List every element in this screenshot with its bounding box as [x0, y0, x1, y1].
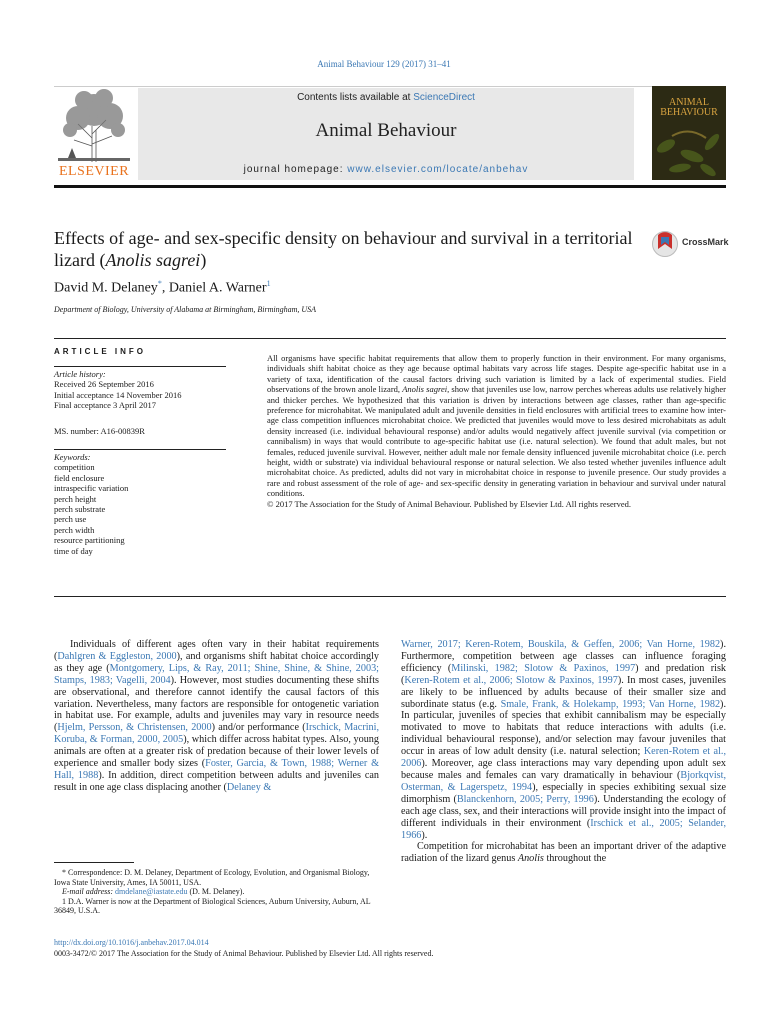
- keyword: competition: [54, 462, 95, 473]
- body-text: ). Understanding the ecology of each age class, sex, and their interactions will provide insight into the impact of different individuals in their environment (: [401, 793, 726, 829]
- abstract-text: , show that juveniles use low, narrow perches whereas adults use relatively higher and thicker perches. We hypothesized that this variation is driven by interactions between age classes, rather than age-specific preference for microhabitat. We manipulated adult and juvenile densities in field enclosures with artificial trees to examine how inter-age class competition influences microhabitat choice. We predicted that juveniles would move to less desired microhabitats as adult density increased (i.e. individual behavioural response) and/or adults would negatively affect juvenile survival (via competition or cannibalism) in ways that would contribute to age-specific habitat use (i.e. natural selection). We found that adult males, but not females, reduced juvenile survival. However, neither adult male nor female density influenced juvenile microhabitat choice (i.e. perch height, width or substrate) via individual behavioural response or natural selection. We also tested whether juveniles influence adult microhabitat choice. As predicted, adults did not vary in microhabitat choice in response to juvenile presence. Our study provides a rare and robust assessment of the role of age- and sex-specific density in generating variation in behaviour and survival under natural conditions.: [267, 384, 726, 499]
- body-text: ) and/or performance (: [211, 722, 306, 734]
- keyword: intraspecific variation: [54, 483, 129, 494]
- body-text: throughout the: [543, 853, 607, 865]
- reference-link[interactable]: Keren-Rotem et al., 2006: [401, 746, 726, 770]
- homepage-line: [138, 164, 634, 175]
- crossmark-icon: [652, 229, 678, 259]
- reference-link[interactable]: Delaney &: [226, 781, 272, 793]
- body-paragraph: [54, 639, 379, 794]
- history-label: Article history:: [54, 369, 106, 379]
- body-text: ), which differ across habitat types. Also, young animals are often at a greater risk of predation because of their lower levels of experience and smaller body sizes (: [54, 734, 379, 770]
- article-info-rule: [54, 366, 226, 367]
- abstract-species: Anolis sagrei: [402, 384, 448, 395]
- body-text: ). In addition, direct competition between adults and juveniles can result in one age class displacing another (: [54, 769, 379, 793]
- abstract-copyright: © 2017 The Association for the Study of Animal Behaviour. Published by Elsevier Ltd. All rights reserved.: [267, 498, 631, 509]
- keywords-list: [54, 452, 128, 556]
- body-text: Competition for microhabitat has been an important driver of the adaptive radiation of the lizard genus: [401, 841, 726, 865]
- contents-line: [138, 92, 634, 103]
- article-info-top-rule: [54, 338, 726, 339]
- article-info-heading: ARTICLE INFO: [54, 347, 146, 356]
- journal-homepage-link[interactable]: www.elsevier.com/locate/anbehav: [347, 164, 529, 175]
- journal-cover-image[interactable]: [652, 86, 726, 180]
- keyword: perch width: [54, 524, 95, 535]
- email-footnote: [54, 887, 379, 897]
- author-name[interactable]: Daniel A. Warner: [168, 280, 267, 296]
- initial-acceptance-date: Initial acceptance 14 November 2016: [54, 389, 182, 400]
- article-title: [54, 227, 644, 271]
- manuscript-number: MS. number: A16-00839R: [54, 426, 145, 436]
- keywords-rule: [54, 449, 226, 450]
- issn-copyright: 0003-3472/© 2017 The Association for the Study of Animal Behaviour. Published by Elsevier Ltd. All rights reserved.: [54, 949, 434, 958]
- journal-name: Animal Behaviour: [315, 120, 457, 141]
- elsevier-tree-icon: [54, 86, 134, 164]
- reference-link[interactable]: Hjelm, Persson, & Christensen, 2000: [57, 722, 212, 734]
- title-species: Anolis sagrei: [105, 250, 201, 270]
- reference-link[interactable]: Milinski, 1982; Slotow & Paxinos, 1997: [451, 662, 636, 674]
- doi-link[interactable]: http://dx.doi.org/10.1016/j.anbehav.2017.04.014: [54, 938, 209, 947]
- reference-link[interactable]: Keren-Rotem et al., 2006; Slotow & Paxinos, 1997: [404, 674, 618, 686]
- body-text: Individuals of different ages often vary in their habitat requirements (: [54, 639, 379, 662]
- cover-foliage-icon: [652, 86, 726, 180]
- homepage-prefix: journal homepage:: [243, 164, 348, 175]
- email-label: E-mail address:: [62, 887, 116, 897]
- correspondence-footnote: * Correspondence: D. M. Delaney, Department of Ecology, Evolution, and Organismal Biology, Iowa State University, Ames, IA 50011, USA.: [54, 868, 370, 887]
- contents-prefix: Contents lists available at: [297, 92, 414, 103]
- body-text: ).: [421, 829, 428, 841]
- body-text: ), and organisms shift habitat choice accordingly as they age (: [54, 650, 379, 674]
- body-column-right: [401, 639, 726, 865]
- header-bottom-rule: [54, 185, 726, 188]
- reference-link[interactable]: Irschick, Macrini, Koruba, & Forman, 2000, 2005: [54, 722, 380, 746]
- author-mark[interactable]: *: [157, 279, 162, 288]
- elsevier-logo[interactable]: [54, 86, 134, 182]
- body-text: ). In particular, juveniles of species that exhibit cannibalism may be especially motivated to move to habitats that reduce interactions with adults (i.e. individual behavioural response), and/or selection may favour juveniles that occur in areas of low adult density (i.e. natural selection;: [401, 698, 726, 758]
- journal-header-box: [138, 88, 634, 180]
- crossmark-label: CrossMark: [682, 237, 729, 247]
- body-text: ), especially in species exhibiting sexual size dimorphism (: [401, 781, 726, 805]
- genus-name: Anolis: [517, 853, 544, 865]
- article-history: [54, 369, 181, 411]
- email-name: (D. M. Delaney).: [187, 887, 245, 897]
- cover-title: ANIMAL BEHAVIOUR: [660, 97, 718, 118]
- footnote-rule: [54, 862, 134, 863]
- elsevier-wordmark: ELSEVIER: [58, 164, 130, 179]
- reference-link[interactable]: Irschick et al., 2005; Selander, 1966: [401, 817, 726, 841]
- keyword: perch use: [54, 514, 87, 525]
- reference-link[interactable]: Bjorkqvist, Osterman, & Lagerspetz, 1994: [401, 769, 726, 793]
- author-mark[interactable]: 1: [266, 279, 271, 288]
- keywords-label: Keywords:: [54, 452, 91, 462]
- journal-citation: Animal Behaviour 129 (2017) 31–41: [317, 59, 451, 69]
- reference-link[interactable]: Foster, Garcia, & Town, 1988; Werner & Hall, 1988: [54, 758, 379, 781]
- author-name[interactable]: David M. Delaney: [54, 280, 158, 296]
- reference-link[interactable]: Warner, 2017; Keren-Rotem, Bouskila, & Geffen, 2006; Van Horne, 1982: [401, 639, 721, 650]
- reference-link[interactable]: Montgomery, Lips, & Ray, 2011; Shine, Shine, & Shine, 2003; Stamps, 1983; Vagelli, 2004: [54, 662, 379, 686]
- body-text: ). Moreover, age class interactions may vary depending upon adult sex because males and females can vary dramatically in behaviour (: [401, 758, 726, 781]
- reference-link[interactable]: Dahlgren & Eggleston, 2000: [57, 650, 177, 662]
- keyword: perch substrate: [54, 504, 106, 515]
- sciencedirect-link[interactable]: ScienceDirect: [413, 92, 475, 103]
- author-note-footnote: 1 D.A. Warner is now at the Department of Biological Sciences, Auburn University, Auburn, AL 36849, U.S.A.: [54, 896, 371, 916]
- author-list: David M. Delaney*, Daniel A. Warner$^1$: [54, 279, 271, 296]
- title-end: ): [200, 250, 207, 270]
- body-column-left: [54, 639, 379, 794]
- body-paragraph: [401, 639, 726, 841]
- body-text: ). Furthermore, competition between age classes can influence foraging efficiency (: [401, 639, 726, 674]
- keyword: time of day: [54, 545, 93, 556]
- keyword: resource partitioning: [54, 535, 125, 546]
- crossmark-button[interactable]: [652, 229, 732, 259]
- reference-link[interactable]: Blanckenhorn, 2005; Perry, 1996: [456, 793, 594, 805]
- email-link[interactable]: dmdelane@iastate.edu: [115, 887, 188, 897]
- received-date: Received 26 September 2016: [54, 379, 154, 390]
- keyword: perch height: [54, 493, 97, 504]
- final-acceptance-date: Final acceptance 3 April 2017: [54, 400, 156, 411]
- body-text: ). In most cases, juveniles are likely to be influenced by adults because of their smaller size and subordinate status (e.g.: [401, 674, 726, 710]
- body-paragraph: [401, 841, 726, 865]
- body-text: ) and predation risk (: [401, 662, 727, 686]
- article-info-bottom-rule: [54, 596, 726, 597]
- keyword: field enclosure: [54, 472, 105, 483]
- abstract: [267, 353, 726, 509]
- abstract-text: All organisms have specific habitat requirements that allow them to properly function in their environment. For many organisms, individuals shift habitat choice as they age because optimal habitats vary across life stages. Despite age-specific habitat use in a variety of taxa, identification of the causal factors driving such variation is limited by a lack of experimental studies. Field observations of the brown anole lizard,: [267, 353, 726, 395]
- title-main: Effects of age- and sex-specific density on behaviour and survival in a territorial lizard (: [54, 228, 633, 270]
- header-top-rule: [54, 86, 726, 87]
- reference-link[interactable]: Smale, Frank, & Holekamp, 1993; Van Horne, 1982: [500, 698, 721, 710]
- body-text: ). However, most studies documenting these shifts are observational, and therefore cannot identify the causal factors of this variation. Nevertheless, many factors are responsible for ontogenetic variation in habitat use. For example, adults and juveniles may vary in resource needs (: [54, 674, 379, 734]
- footnotes: [54, 868, 379, 916]
- affiliation: Department of Biology, University of Alabama at Birmingham, Birmingham, USA: [54, 305, 317, 314]
